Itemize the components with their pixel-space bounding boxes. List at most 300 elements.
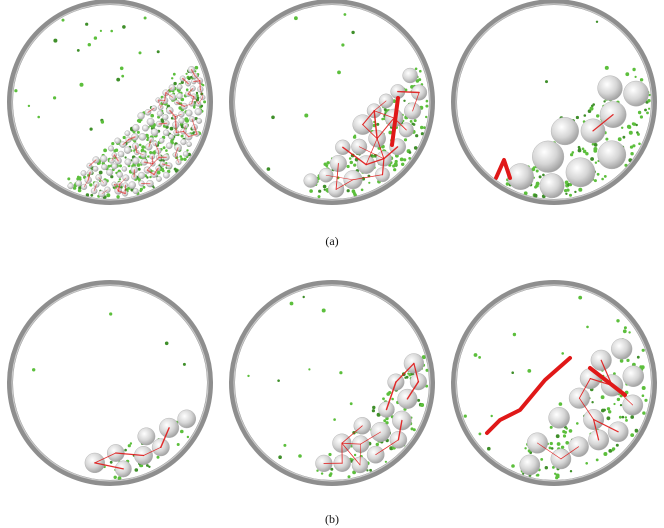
small-particle bbox=[308, 368, 310, 370]
large-particle bbox=[117, 172, 123, 178]
large-particle bbox=[129, 182, 136, 189]
small-particle bbox=[642, 411, 645, 414]
small-particle bbox=[415, 134, 418, 137]
small-particle bbox=[586, 326, 589, 329]
small-particle bbox=[506, 182, 509, 185]
small-particle bbox=[139, 120, 142, 123]
small-particle bbox=[382, 397, 385, 400]
small-particle bbox=[88, 43, 91, 46]
small-particle bbox=[569, 429, 573, 433]
small-particle bbox=[536, 474, 538, 476]
small-particle bbox=[372, 406, 375, 409]
small-particle bbox=[186, 73, 188, 75]
small-particle bbox=[603, 452, 607, 456]
small-particle bbox=[590, 107, 594, 111]
small-particle bbox=[123, 136, 126, 139]
small-particle bbox=[78, 176, 81, 179]
small-particle bbox=[511, 464, 515, 468]
large-particle bbox=[138, 112, 145, 119]
small-particle bbox=[557, 442, 561, 446]
small-particle bbox=[353, 164, 356, 167]
small-particle bbox=[638, 111, 641, 114]
small-particle bbox=[110, 30, 113, 33]
force-chain bbox=[398, 92, 419, 93]
small-particle bbox=[298, 454, 302, 458]
small-particle bbox=[474, 353, 478, 357]
small-particle bbox=[119, 178, 121, 180]
large-particle bbox=[81, 170, 87, 176]
small-particle bbox=[464, 415, 467, 418]
small-particle bbox=[120, 67, 124, 71]
small-particle bbox=[125, 156, 127, 158]
small-particle bbox=[100, 30, 102, 32]
small-particle bbox=[594, 179, 597, 182]
small-particle bbox=[354, 454, 356, 456]
large-particle bbox=[132, 157, 139, 164]
small-particle bbox=[163, 146, 166, 149]
small-particle bbox=[637, 133, 640, 136]
large-particle bbox=[163, 130, 169, 136]
large-particle bbox=[169, 134, 174, 139]
small-particle bbox=[415, 68, 418, 71]
large-particle bbox=[100, 155, 107, 162]
large-particle bbox=[122, 167, 127, 172]
small-particle bbox=[330, 472, 333, 475]
small-particle bbox=[67, 177, 70, 180]
small-particle bbox=[420, 403, 424, 407]
small-particle bbox=[642, 349, 645, 352]
small-particle bbox=[294, 16, 298, 20]
large-particle bbox=[124, 147, 131, 154]
small-particle bbox=[185, 119, 189, 123]
small-particle bbox=[290, 302, 294, 306]
small-particle bbox=[115, 149, 118, 152]
small-particle bbox=[597, 173, 600, 176]
large-particle bbox=[93, 166, 98, 171]
large-particle bbox=[133, 188, 139, 194]
small-particle bbox=[627, 125, 631, 129]
small-particle bbox=[630, 433, 634, 437]
small-particle bbox=[550, 426, 553, 429]
small-particle bbox=[384, 108, 387, 111]
small-particle bbox=[146, 176, 148, 178]
large-particle bbox=[178, 410, 196, 428]
small-particle bbox=[582, 148, 585, 151]
small-particle bbox=[559, 402, 563, 406]
small-particle bbox=[542, 174, 545, 177]
small-particle bbox=[37, 116, 40, 119]
small-particle bbox=[32, 368, 35, 371]
small-particle bbox=[309, 189, 313, 193]
small-particle bbox=[563, 434, 566, 437]
small-particle bbox=[165, 342, 169, 346]
small-particle bbox=[607, 407, 610, 410]
small-particle bbox=[621, 127, 623, 129]
small-particle bbox=[578, 296, 582, 300]
small-particle bbox=[644, 399, 647, 402]
small-particle bbox=[99, 171, 103, 175]
small-particle bbox=[277, 379, 280, 382]
small-particle bbox=[540, 458, 543, 461]
small-particle bbox=[565, 441, 569, 445]
small-particle bbox=[383, 419, 386, 422]
large-particle bbox=[197, 118, 202, 123]
small-particle bbox=[638, 143, 641, 146]
large-particle bbox=[551, 117, 579, 145]
small-particle bbox=[173, 73, 176, 76]
small-particle bbox=[533, 166, 535, 168]
small-particle bbox=[337, 71, 341, 75]
small-particle bbox=[623, 329, 627, 333]
small-particle bbox=[349, 157, 352, 160]
large-particle bbox=[520, 455, 540, 475]
small-particle bbox=[569, 194, 572, 197]
large-particle bbox=[611, 339, 632, 360]
small-particle bbox=[333, 418, 336, 421]
large-particle bbox=[147, 118, 154, 125]
small-particle bbox=[410, 120, 413, 123]
small-particle bbox=[116, 195, 119, 198]
small-particle bbox=[147, 155, 149, 157]
small-particle bbox=[146, 464, 149, 467]
small-particle bbox=[562, 430, 565, 433]
small-particle bbox=[556, 434, 560, 438]
small-particle bbox=[536, 182, 540, 186]
small-particle bbox=[137, 131, 140, 134]
small-particle bbox=[592, 143, 595, 146]
force-chains bbox=[95, 428, 169, 469]
small-particle bbox=[487, 447, 491, 451]
large-particle bbox=[125, 159, 132, 166]
small-particle bbox=[247, 375, 249, 377]
small-particle bbox=[632, 122, 635, 125]
small-particle bbox=[130, 442, 132, 444]
small-particle bbox=[404, 377, 406, 379]
small-particle bbox=[420, 126, 423, 129]
small-particle bbox=[534, 186, 537, 189]
small-particle bbox=[403, 158, 406, 161]
small-particle bbox=[401, 163, 404, 166]
drum-b1 bbox=[32, 312, 196, 480]
force-chain bbox=[152, 157, 153, 164]
large-particle bbox=[304, 174, 318, 188]
small-particle bbox=[585, 462, 588, 465]
small-particle bbox=[527, 369, 531, 373]
large-particle bbox=[163, 172, 169, 178]
small-particle bbox=[414, 119, 417, 122]
small-particle bbox=[409, 151, 412, 154]
small-particle bbox=[647, 99, 650, 102]
small-particle bbox=[642, 394, 645, 397]
small-particle bbox=[590, 157, 594, 161]
small-particle bbox=[110, 461, 113, 464]
large-particles bbox=[507, 76, 648, 198]
small-particle bbox=[640, 115, 643, 118]
small-particle bbox=[141, 465, 144, 468]
drum-b3 bbox=[464, 296, 648, 480]
small-particle bbox=[617, 398, 620, 401]
small-particle bbox=[630, 152, 633, 155]
small-particle bbox=[557, 476, 559, 478]
small-particle bbox=[119, 164, 122, 167]
small-particle bbox=[278, 455, 282, 459]
small-particle bbox=[353, 192, 356, 195]
small-particle bbox=[630, 146, 633, 149]
small-particle bbox=[323, 185, 327, 189]
small-particle bbox=[628, 331, 630, 333]
small-particle bbox=[186, 88, 189, 91]
small-particle bbox=[90, 194, 93, 197]
small-particle bbox=[545, 466, 548, 469]
small-particle bbox=[407, 373, 409, 375]
small-particle bbox=[629, 131, 633, 135]
small-particle bbox=[376, 123, 379, 126]
small-particle bbox=[613, 403, 615, 405]
small-particle bbox=[53, 96, 56, 99]
large-particle bbox=[540, 174, 564, 198]
small-particle bbox=[89, 183, 92, 186]
small-particle bbox=[187, 436, 189, 438]
small-particle bbox=[203, 100, 206, 103]
large-particle bbox=[177, 93, 183, 99]
small-particle bbox=[121, 75, 124, 78]
small-particle bbox=[85, 23, 88, 26]
small-particle bbox=[642, 386, 646, 390]
strong-force-chain bbox=[496, 160, 510, 178]
small-particle bbox=[28, 105, 30, 107]
small-particle bbox=[188, 77, 191, 80]
small-particle bbox=[186, 149, 188, 151]
large-particle bbox=[403, 68, 418, 83]
small-particle bbox=[625, 72, 629, 76]
large-particle bbox=[68, 183, 74, 189]
small-particle bbox=[138, 168, 141, 171]
small-particle bbox=[425, 116, 427, 118]
small-particle bbox=[101, 120, 104, 123]
small-particle bbox=[103, 149, 107, 153]
small-particle bbox=[630, 415, 634, 419]
large-particle bbox=[166, 143, 172, 149]
small-particle bbox=[107, 165, 110, 168]
small-particle bbox=[411, 427, 414, 430]
large-particle bbox=[186, 110, 193, 117]
small-particle bbox=[361, 189, 364, 192]
small-particle bbox=[626, 359, 629, 362]
force-chain bbox=[175, 117, 176, 125]
small-particle bbox=[622, 416, 625, 419]
small-particle bbox=[94, 36, 97, 39]
small-particle bbox=[608, 449, 612, 453]
large-particle bbox=[118, 151, 124, 157]
small-particle bbox=[619, 416, 622, 419]
small-particle bbox=[271, 116, 275, 120]
large-particle bbox=[138, 428, 155, 445]
large-particle bbox=[115, 138, 121, 144]
small-particle bbox=[372, 155, 374, 157]
small-particle bbox=[322, 309, 326, 313]
small-particle bbox=[578, 146, 581, 149]
drum-a1 bbox=[14, 17, 206, 200]
small-particle bbox=[539, 175, 542, 178]
large-particle bbox=[112, 164, 118, 170]
small-particle bbox=[417, 399, 420, 402]
large-particle bbox=[159, 138, 164, 143]
small-particle bbox=[114, 476, 117, 479]
small-particle bbox=[179, 155, 182, 158]
small-particle bbox=[173, 82, 176, 85]
small-particle bbox=[14, 89, 17, 92]
large-particle bbox=[138, 172, 145, 179]
small-particle bbox=[551, 447, 554, 450]
small-particle bbox=[570, 153, 573, 156]
large-particle bbox=[142, 125, 148, 131]
small-particle bbox=[596, 114, 599, 117]
small-particle bbox=[165, 149, 168, 152]
small-particle bbox=[62, 19, 65, 22]
large-particle bbox=[183, 151, 188, 156]
small-particle bbox=[603, 100, 605, 102]
small-particle bbox=[605, 138, 608, 141]
small-particle bbox=[620, 359, 624, 363]
small-particle bbox=[386, 392, 390, 396]
small-particle bbox=[601, 409, 605, 413]
small-particle bbox=[347, 189, 350, 192]
large-particle bbox=[532, 141, 564, 173]
small-particle bbox=[625, 419, 628, 422]
small-particle bbox=[161, 168, 164, 171]
small-particle bbox=[545, 80, 548, 83]
small-particle bbox=[80, 83, 84, 87]
small-particle bbox=[170, 140, 173, 143]
small-particle bbox=[109, 312, 112, 315]
small-particle bbox=[404, 138, 407, 141]
small-particle bbox=[513, 333, 516, 336]
small-particle bbox=[339, 371, 342, 374]
small-particle bbox=[511, 371, 514, 374]
small-particle bbox=[181, 135, 184, 138]
small-particle bbox=[78, 189, 82, 193]
small-particle bbox=[412, 123, 415, 126]
small-particle bbox=[157, 50, 160, 53]
large-particle bbox=[623, 366, 644, 387]
small-particle bbox=[303, 296, 305, 298]
small-particle bbox=[350, 402, 353, 405]
small-particle bbox=[536, 170, 539, 173]
small-particle bbox=[124, 449, 127, 452]
small-particle bbox=[644, 109, 647, 112]
small-particle bbox=[150, 114, 154, 118]
small-particle bbox=[635, 76, 637, 78]
small-particle bbox=[122, 25, 126, 29]
large-particle bbox=[108, 146, 114, 152]
small-particle bbox=[321, 472, 323, 474]
small-particle bbox=[608, 410, 611, 413]
small-particle bbox=[348, 475, 351, 478]
small-particle bbox=[596, 21, 598, 23]
small-particle bbox=[195, 66, 199, 70]
large-particle bbox=[179, 118, 185, 124]
small-particle bbox=[619, 139, 622, 142]
force-chain bbox=[194, 81, 200, 82]
small-particle bbox=[318, 190, 321, 193]
large-particle bbox=[163, 114, 169, 120]
small-particle bbox=[596, 459, 599, 462]
small-particle bbox=[106, 193, 110, 197]
small-particle bbox=[550, 442, 553, 445]
large-particle bbox=[181, 139, 187, 145]
small-particle bbox=[341, 43, 344, 46]
small-particle bbox=[393, 168, 396, 171]
small-particle bbox=[640, 78, 643, 81]
small-particle bbox=[327, 161, 330, 164]
small-particle bbox=[646, 112, 649, 115]
small-particle bbox=[636, 124, 638, 126]
small-particle bbox=[612, 449, 614, 451]
large-particle bbox=[549, 407, 570, 428]
small-particle bbox=[616, 444, 619, 447]
small-particle bbox=[565, 193, 567, 195]
large-particle bbox=[156, 176, 161, 181]
small-particle bbox=[353, 135, 356, 138]
small-particle bbox=[180, 430, 184, 434]
caption-row-b: (b) bbox=[325, 512, 339, 526]
small-particle bbox=[583, 150, 587, 154]
large-particle bbox=[157, 111, 163, 117]
large-particle bbox=[177, 84, 182, 89]
small-particle bbox=[351, 31, 354, 34]
small-particle bbox=[267, 167, 271, 171]
force-chain bbox=[176, 125, 177, 132]
small-particle bbox=[141, 145, 145, 149]
small-particle bbox=[576, 422, 579, 425]
small-particle bbox=[372, 409, 375, 412]
caption-row-a: (a) bbox=[325, 234, 339, 248]
large-particle bbox=[139, 133, 146, 140]
small-particle bbox=[648, 108, 650, 110]
large-particle bbox=[125, 131, 130, 136]
small-particle bbox=[90, 128, 93, 131]
small-particle bbox=[170, 127, 174, 131]
small-particle bbox=[139, 51, 142, 54]
small-particle bbox=[143, 186, 146, 189]
small-particle bbox=[605, 66, 609, 70]
small-particle bbox=[574, 191, 576, 193]
small-particle bbox=[604, 175, 607, 178]
small-particle bbox=[479, 433, 482, 436]
small-particle bbox=[565, 181, 569, 185]
small-particle bbox=[328, 453, 331, 456]
small-particle bbox=[566, 189, 569, 192]
small-particle bbox=[549, 447, 552, 450]
small-particle bbox=[77, 49, 80, 52]
small-particle bbox=[478, 356, 481, 359]
small-particle bbox=[624, 326, 627, 329]
small-particle bbox=[53, 39, 57, 43]
force-chain bbox=[159, 123, 167, 124]
small-particle bbox=[426, 100, 429, 103]
large-particle bbox=[76, 180, 82, 186]
small-particle bbox=[607, 416, 611, 420]
small-particle bbox=[601, 178, 604, 181]
small-particle bbox=[561, 352, 564, 355]
small-particle bbox=[368, 182, 370, 184]
small-particle bbox=[623, 136, 626, 139]
small-particle bbox=[554, 473, 556, 475]
small-particle bbox=[135, 468, 139, 472]
small-particle bbox=[369, 469, 372, 472]
large-particle bbox=[101, 164, 107, 170]
large-particle bbox=[566, 158, 595, 187]
